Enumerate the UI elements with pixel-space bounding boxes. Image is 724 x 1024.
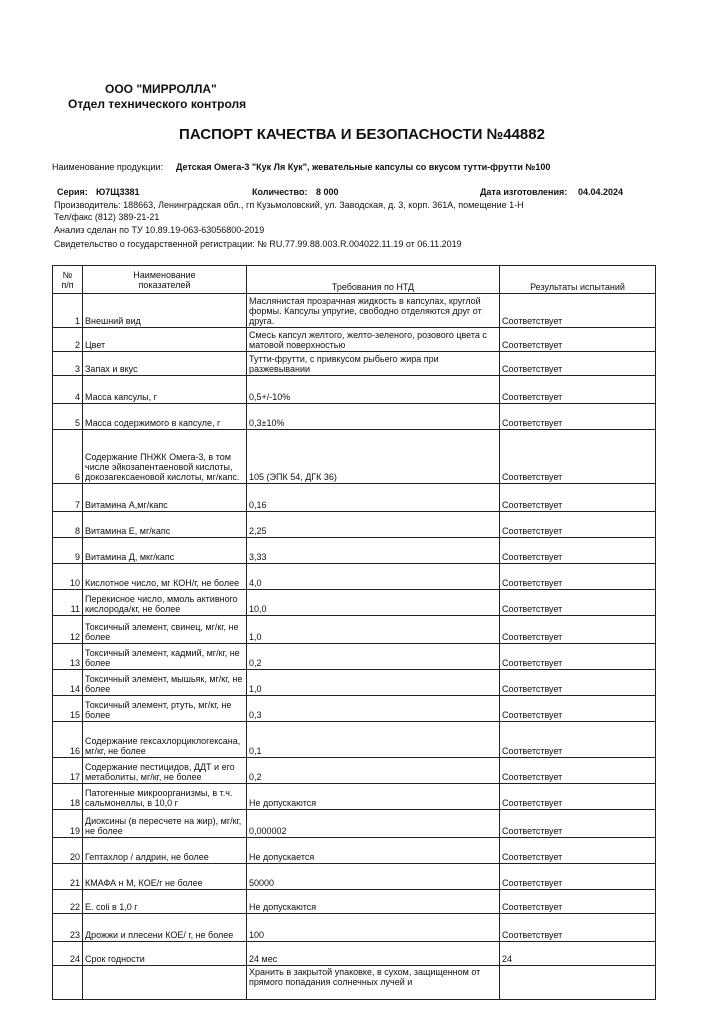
row-number: 2 xyxy=(53,328,83,352)
row-result: Соответствует xyxy=(500,864,656,890)
header-number: № п/п xyxy=(53,266,83,294)
table-row xyxy=(53,294,656,328)
row-result: Соответствует xyxy=(500,784,656,810)
row-requirement: 50000 xyxy=(247,864,500,890)
row-result: Соответствует xyxy=(500,890,656,914)
row-indicator-name: Гептахлор / алдрин, не более xyxy=(83,838,247,864)
row-result: Соответствует xyxy=(500,810,656,838)
row-number: 3 xyxy=(53,352,83,376)
row-result: Соответствует xyxy=(500,294,656,328)
row-number xyxy=(53,966,83,1000)
row-number: 15 xyxy=(53,696,83,722)
row-requirement: Хранить в закрытой упаковке, в сухом, защищенном от прямого попадания солнечных лучей и xyxy=(247,966,500,1000)
row-result: Соответствует xyxy=(500,914,656,942)
table-row xyxy=(53,966,656,1000)
row-result: Соответствует xyxy=(500,376,656,404)
department-name: Отдел технического контроля xyxy=(68,97,247,111)
header-requirements: Требования по НТД xyxy=(247,266,500,294)
row-indicator-name: Токсичный элемент, ртуть, мг/кг, не более xyxy=(83,696,247,722)
row-indicator-name: Содержание гексахлорциклогексана, мг/кг, не более xyxy=(83,722,247,758)
row-result: Соответствует xyxy=(500,512,656,538)
row-indicator-name: Диоксины (в пересчете на жир), мг/кг, не более xyxy=(83,810,247,838)
row-indicator-name: Витамина Е, мг/капс xyxy=(83,512,247,538)
certificate-line: Свидетельство о государственной регистрации: № RU.77.99.88.003.R.004022.11.19 от 06.11.2019 xyxy=(54,239,462,249)
row-number: 13 xyxy=(53,644,83,670)
table-row xyxy=(53,890,656,914)
row-requirement: Маслянистая прозрачная жидкость в капсулах, круглой формы. Капсулы упругие, свободно отделяются друг от друга. xyxy=(247,294,500,328)
row-indicator-name: Токсичный элемент, кадмий, мг/кг, не более xyxy=(83,644,247,670)
manufacture-date-value: 04.04.2024 xyxy=(578,187,624,197)
table-row xyxy=(53,564,656,590)
table-row xyxy=(53,590,656,616)
row-requirement: 100 xyxy=(247,914,500,942)
table-row xyxy=(53,376,656,404)
row-indicator-name: Запах и вкус xyxy=(83,352,247,376)
phone-line: Тел/факс (812) 389-21-21 xyxy=(54,212,160,222)
quantity-label: Количество: xyxy=(252,187,308,197)
row-requirement: 105 (ЭПК 54, ДГК 36) xyxy=(247,430,500,484)
row-indicator-name: Перекисное число, ммоль активного кислорода/кг, не более xyxy=(83,590,247,616)
table-row xyxy=(53,758,656,784)
table-row xyxy=(53,404,656,430)
row-requirement: Смесь капсул желтого, желто-зеленого, розового цвета с матовой поверхностью xyxy=(247,328,500,352)
row-number: 12 xyxy=(53,616,83,644)
row-indicator-name: Цвет xyxy=(83,328,247,352)
row-number: 8 xyxy=(53,512,83,538)
table-header-row xyxy=(53,266,656,294)
row-result: Соответствует xyxy=(500,722,656,758)
row-indicator-name: Токсичный элемент, свинец, мг/кг, не более xyxy=(83,616,247,644)
row-result: Соответствует xyxy=(500,484,656,512)
row-requirement: Тутти-фрутти, с привкусом рыбьего жира при разжевывании xyxy=(247,352,500,376)
row-result: Соответствует xyxy=(500,430,656,484)
series-value: Ю7Щ3381 xyxy=(96,187,140,197)
table-row xyxy=(53,538,656,564)
row-requirement: 2,25 xyxy=(247,512,500,538)
row-requirement: 0,1 xyxy=(247,722,500,758)
table-body xyxy=(53,294,656,1000)
row-requirement: 10,0 xyxy=(247,590,500,616)
row-result: Соответствует xyxy=(500,644,656,670)
row-indicator-name: Витамина А,мг/капс xyxy=(83,484,247,512)
row-indicator-name: Токсичный элемент, мышьяк, мг/кг, не более xyxy=(83,670,247,696)
row-indicator-name: КМАФА н М, КОЕ/г не более xyxy=(83,864,247,890)
row-result: Соответствует xyxy=(500,538,656,564)
row-indicator-name: Дрожжи и плесени КОЕ/ г, не более xyxy=(83,914,247,942)
row-number: 23 xyxy=(53,914,83,942)
quality-table xyxy=(52,265,656,1000)
row-requirement: 1,0 xyxy=(247,616,500,644)
manufacturer-line: Производитель: 188663, Ленинградская обл., гп Кузьмоловский, ул. Заводская, д. 3, корп. 361А, помещение 1-Н xyxy=(54,200,524,210)
row-result: Соответствует xyxy=(500,696,656,722)
table-row xyxy=(53,696,656,722)
row-result: Соответствует xyxy=(500,616,656,644)
row-number: 4 xyxy=(53,376,83,404)
table-row xyxy=(53,616,656,644)
row-number: 1 xyxy=(53,294,83,328)
document-title: ПАСПОРТ КАЧЕСТВА И БЕЗОПАСНОСТИ №44882 xyxy=(179,126,545,143)
row-indicator-name: Витамина Д, мкг/капс xyxy=(83,538,247,564)
row-requirement: 0,16 xyxy=(247,484,500,512)
row-number: 5 xyxy=(53,404,83,430)
row-requirement: 1,0 xyxy=(247,670,500,696)
header-indicator: Наименование показателей xyxy=(83,266,247,294)
organization-name: ООО "МИРРОЛЛА" xyxy=(105,82,217,96)
row-requirement: 0,3±10% xyxy=(247,404,500,430)
table-row xyxy=(53,644,656,670)
series-label: Серия: xyxy=(57,187,88,197)
row-requirement: 0,000002 xyxy=(247,810,500,838)
row-number: 21 xyxy=(53,864,83,890)
table-row xyxy=(53,352,656,376)
table-row xyxy=(53,430,656,484)
table-row xyxy=(53,864,656,890)
row-requirement: Не допускается xyxy=(247,838,500,864)
row-result: Соответствует xyxy=(500,758,656,784)
product-label: Наименование продукции: xyxy=(52,162,163,172)
row-requirement: 24 мес xyxy=(247,942,500,966)
quantity-value: 8 000 xyxy=(316,187,339,197)
row-indicator-name: Патогенные микроорганизмы, в т.ч. сальмонеллы, в 10,0 г xyxy=(83,784,247,810)
row-indicator-name: Масса капсулы, г xyxy=(83,376,247,404)
header-results: Результаты испытаний xyxy=(500,266,656,294)
row-number: 18 xyxy=(53,784,83,810)
row-requirement: 3,33 xyxy=(247,538,500,564)
table-row xyxy=(53,784,656,810)
row-number: 16 xyxy=(53,722,83,758)
row-number: 22 xyxy=(53,890,83,914)
analysis-line: Анализ сделан по ТУ 10.89.19-063-63056800-2019 xyxy=(54,225,265,235)
manufacture-date-label: Дата изготовления: xyxy=(480,187,568,197)
row-indicator-name: Содержание пестицидов, ДДТ и его метаболиты, мг/кг, не более xyxy=(83,758,247,784)
row-requirement: Не допускаются xyxy=(247,784,500,810)
row-requirement: 0,5+/-10% xyxy=(247,376,500,404)
row-number: 17 xyxy=(53,758,83,784)
row-requirement: 4,0 xyxy=(247,564,500,590)
product-value: Детская Омега-3 "Кук Ля Кук", жевательные капсулы со вкусом тутти-фрутти №100 xyxy=(176,162,551,172)
row-result: Соответствует xyxy=(500,404,656,430)
row-number: 6 xyxy=(53,430,83,484)
table-row xyxy=(53,512,656,538)
row-indicator-name: Кислотное число, мг КОН/г, не более xyxy=(83,564,247,590)
row-requirement: 0,2 xyxy=(247,758,500,784)
table-row xyxy=(53,670,656,696)
row-number: 19 xyxy=(53,810,83,838)
table-row xyxy=(53,722,656,758)
row-requirement: Не допускаются xyxy=(247,890,500,914)
table-row xyxy=(53,942,656,966)
row-indicator-name xyxy=(83,966,247,1000)
row-result: Соответствует xyxy=(500,670,656,696)
row-requirement: 0,2 xyxy=(247,644,500,670)
row-result xyxy=(500,966,656,1000)
row-number: 7 xyxy=(53,484,83,512)
row-number: 24 xyxy=(53,942,83,966)
row-indicator-name: Внешний вид xyxy=(83,294,247,328)
table-row xyxy=(53,810,656,838)
row-indicator-name: E. coli в 1,0 г xyxy=(83,890,247,914)
row-number: 10 xyxy=(53,564,83,590)
row-result: 24 xyxy=(500,942,656,966)
row-result: Соответствует xyxy=(500,564,656,590)
row-number: 9 xyxy=(53,538,83,564)
table-row xyxy=(53,838,656,864)
table-row xyxy=(53,328,656,352)
table-row xyxy=(53,914,656,942)
row-indicator-name: Содержание ПНЖК Омега-3, в том числе эйкозапентаеновой кислоты, докозагексаеновой кислоты, мг/капс. xyxy=(83,430,247,484)
row-result: Соответствует xyxy=(500,838,656,864)
row-number: 20 xyxy=(53,838,83,864)
row-result: Соответствует xyxy=(500,590,656,616)
row-requirement: 0,3 xyxy=(247,696,500,722)
row-number: 14 xyxy=(53,670,83,696)
row-result: Соответствует xyxy=(500,328,656,352)
row-result: Соответствует xyxy=(500,352,656,376)
row-number: 11 xyxy=(53,590,83,616)
table-row xyxy=(53,484,656,512)
row-indicator-name: Срок годности xyxy=(83,942,247,966)
row-indicator-name: Масса содержимого в капсуле, г xyxy=(83,404,247,430)
